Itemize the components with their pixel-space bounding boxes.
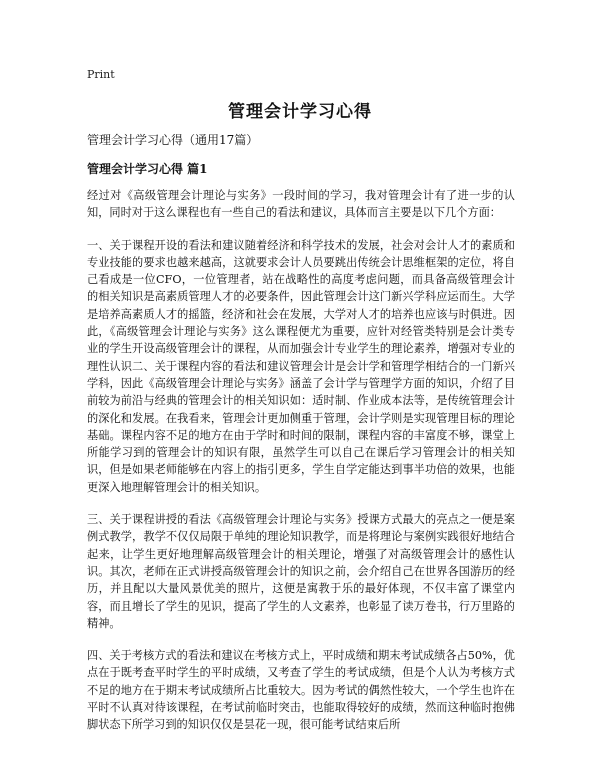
page-title: 管理会计学习心得 <box>228 102 372 122</box>
document-subtitle: 管理会计学习心得（通用17篇） <box>87 133 259 147</box>
print-link[interactable]: Print <box>87 68 115 81</box>
section-heading: 管理会计学习心得 篇1 <box>87 162 208 176</box>
paragraph-course-setup: 一、关于课程开设的看法和建议随着经济和科学技术的发展，社会对会计人才的素质和专业技能的要求也越来越高，这就要求会计人员要跳出传统会计思维框架的定位，将自己看成是一位CFO，一位管理者，站在战略性的高度考虑问题，而具备高级管理会计的相关知识是高素质管理人才的必要条件，因此管理会计这门新兴学科应运而生。大学是培养高素质人才的摇篮，经济和社会在发展，大学对人才的培养也应该与时俱进。因此，《高级管理会计理论与实务》这么课程便尤为重要，应针对经管类特别是会计类专业的学生开设高级管理会计的课程，从而加强会计专业学生的理论素养，增强对专业的理性认识二、关于课程内容的看法和建议管理会计是会计学和管理学相结合的一门新兴学科，因此《高级管理会计理论与实务》涵盖了会计学与管理学方面的知识，介绍了目前较为前沿与经典的管理会计的相关知识如：适时制、作业成本法等，是传统管理会计的深化和发展。在我看来，管理会计更加侧重于管理，会计学则是实现管理目标的理论基础。课程内容不足的地方在由于学时和时间的限制，课程内容的丰富度不够，课堂上所能学习到的管理会计的知识有限，虽然学生可以自己在课后学习管理会计的相关知识，但是如果老师能够在内容上的指引更多，学生自学定能达到事半功倍的效果，也能更深入地理解管理会计的相关知识。 <box>87 238 515 494</box>
paragraph-assessment: 四、关于考核方式的看法和建议在考核方式上，平时成绩和期末考试成绩各占50%，优点在于既考查平时学生的平时成绩，又考查了学生的考试成绩，但是个人认为考核方式不足的地方在于期末考试成绩所占比重较大。因为考试的偶然性较大，一个学生也许在平时不认真对待该课程，在考试前临时突击，也能取得较好的成绩，然而这种临时抱佛脚状态下所学习到的知识仅仅是昙花一现，很可能考试结束后所 <box>87 649 515 732</box>
paragraph-teaching: 三、关于课程讲授的看法《高级管理会计理论与实务》授课方式最大的亮点之一便是案例式教学，教学不仅仅局限于单纯的理论知识教学，而是将理论与案例实践很好地结合起来，让学生更好地理解高级管理会计的相关理论，增强了对高级管理会计的感性认识。其次，老师在正式讲授高级管理会计的知识之前，会介绍自己在世界各国游历的经历，并且配以大量风景优美的照片，这便是寓教于乐的最好体现，不仅丰富了课堂内容，而且增长了学生的见识，提高了学生的人文素养，也彰显了读万卷书，行万里路的精神。 <box>87 513 515 630</box>
document-body <box>87 187 515 749</box>
paragraph-intro: 经过对《高级管理会计理论与实务》一段时间的学习，我对管理会计有了进一步的认知，同时对于这么课程也有一些自己的看法和建议，具体而言主要是以下几个方面： <box>87 189 515 220</box>
